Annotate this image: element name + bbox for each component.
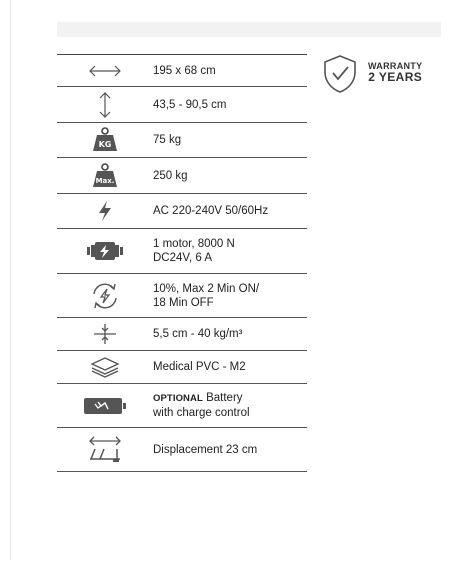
- spec-value: 1 motor, 8000 N DC24V, 6 A: [153, 238, 235, 264]
- spec-row-power: [57, 194, 307, 229]
- left-divider: [10, 0, 11, 560]
- duty-cycle-icon: [57, 282, 153, 310]
- spec-row-dimensions: [57, 55, 307, 87]
- max-load-icon: [57, 163, 153, 189]
- spec-row-weight: [57, 123, 307, 158]
- spec-row-displacement: [57, 428, 307, 472]
- width-arrow-icon: [57, 64, 153, 78]
- lightning-icon: [57, 200, 153, 222]
- warranty-badge: [322, 54, 442, 94]
- warranty-line2: 2 YEARS: [368, 70, 423, 84]
- spec-value: 195 x 68 cm: [153, 64, 216, 77]
- spec-row-max-load: [57, 158, 307, 194]
- spec-value: 250 kg: [153, 169, 188, 182]
- spec-row-foam: [57, 318, 307, 351]
- foam-density-icon: [57, 323, 153, 345]
- weight-badge: KG: [98, 140, 112, 149]
- spec-row-material: [57, 351, 307, 384]
- max-badge: Max.: [95, 176, 115, 185]
- spec-value: Medical PVC - M2: [153, 361, 246, 373]
- spec-value: 43,5 - 90,5 cm: [153, 98, 227, 111]
- spec-value: 10%, Max 2 Min ON/ 18 Min OFF: [153, 282, 260, 309]
- warranty-text: [368, 61, 422, 84]
- shield-check-icon: [322, 54, 358, 94]
- height-arrow-icon: [57, 91, 153, 119]
- spec-row-duty-cycle: [57, 274, 307, 318]
- warranty-line1: WARRANTY: [368, 61, 423, 71]
- weight-icon: [57, 127, 153, 153]
- spec-value: AC 220-240V 50/60Hz: [153, 205, 269, 217]
- spec-row-motor: [57, 229, 307, 274]
- spec-value: Displacement 23 cm: [153, 443, 258, 456]
- spec-row-height: [57, 87, 307, 123]
- top-band: [57, 22, 441, 37]
- spec-row-battery: [57, 384, 307, 428]
- spec-value: 75 kg: [153, 134, 182, 146]
- spec-value: 5,5 cm - 40 kg/m³: [153, 328, 243, 340]
- battery-icon: [57, 396, 153, 416]
- motor-icon: [57, 239, 153, 263]
- spec-value: OPTIONAL Battery with charge control: [153, 392, 250, 419]
- displacement-icon: [57, 435, 153, 465]
- spec-table: [57, 54, 307, 472]
- layers-icon: [57, 356, 153, 378]
- optional-label: OPTIONAL: [153, 393, 203, 404]
